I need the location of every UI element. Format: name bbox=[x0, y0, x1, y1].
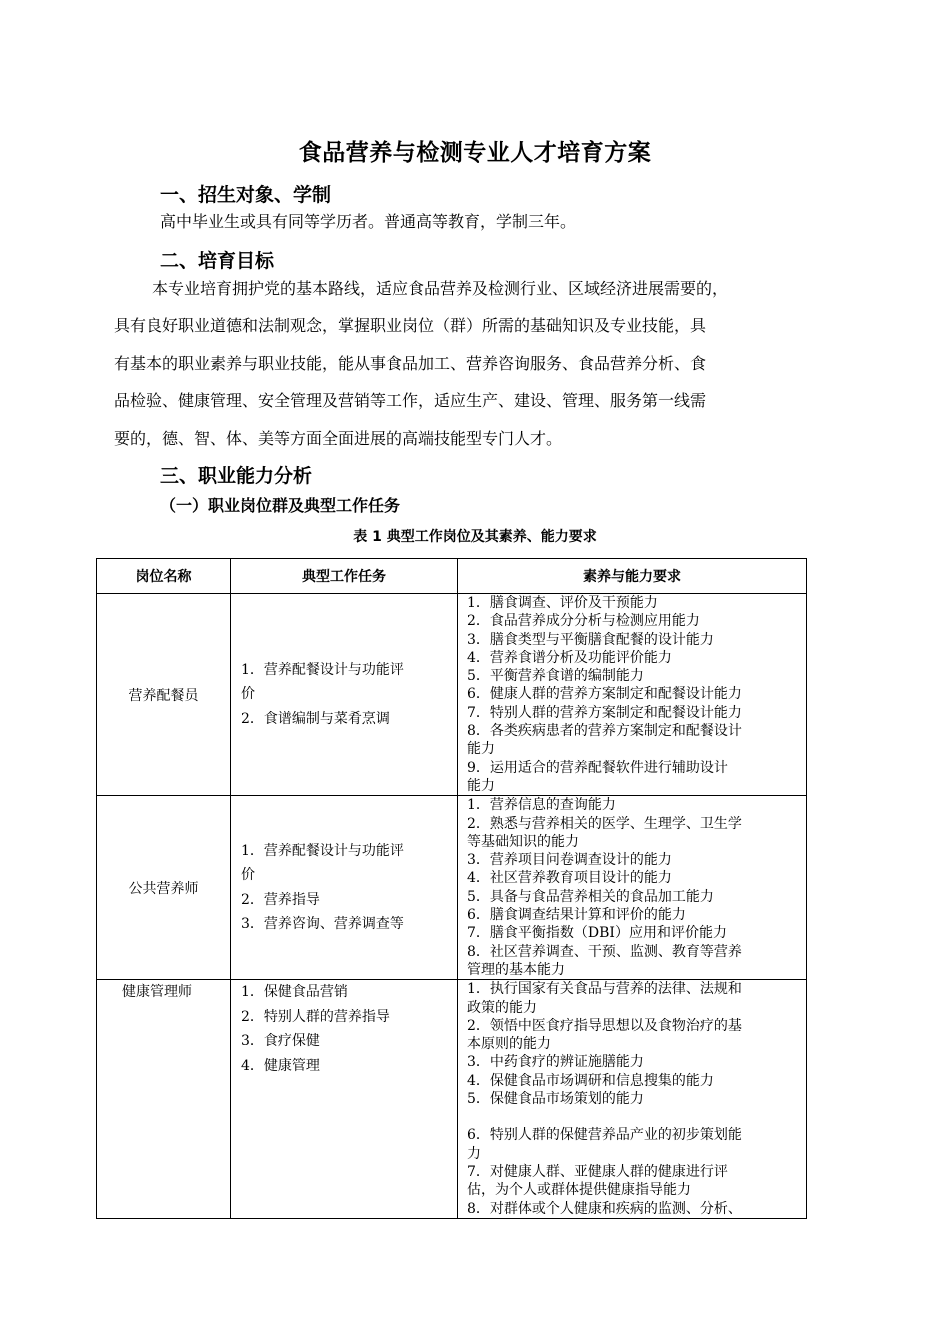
task-item: 1．营养配餐设计与功能评 bbox=[241, 842, 404, 859]
requirement-item: 2．熟悉与营养相关的医学、生理学、卫生学 bbox=[467, 815, 742, 832]
section-heading-enrollment: 一、招生对象、学制 bbox=[160, 184, 332, 206]
positions-table bbox=[96, 558, 807, 1219]
requirement-item: 2．食品营养成分分析与检测应用能力 bbox=[467, 613, 700, 630]
requirement-item: 7．对健康人群、亚健康人群的健康进行评 bbox=[467, 1163, 728, 1180]
requirement-item: 1．执行国家有关食品与营养的法律、法规和 bbox=[467, 981, 742, 998]
requirement-item: 力 bbox=[467, 1145, 481, 1162]
objectives-line-3: 有基本的职业素养与职业技能，能从事食品加工、营养咨询服务、食品营养分析、食 bbox=[114, 354, 707, 373]
table-header-row bbox=[97, 559, 807, 594]
task-item: 3．营养咨询、营养调查等 bbox=[241, 916, 404, 933]
requirement-item: 8．各类疾病患者的营养方案制定和配餐设计 bbox=[467, 723, 742, 740]
section-heading-objectives: 二、培育目标 bbox=[160, 250, 275, 272]
requirement-item: 6．膳食调查结果计算和评价的能力 bbox=[467, 907, 686, 924]
requirement-item: 4．营养食谱分析及功能评价能力 bbox=[467, 649, 672, 666]
task-item: 1．保健食品营销 bbox=[241, 984, 348, 1001]
requirement-item: 5．平衡营养食谱的编制能力 bbox=[467, 668, 644, 685]
requirement-list bbox=[458, 980, 807, 1219]
section-heading-ability-analysis: 三、职业能力分析 bbox=[160, 465, 313, 487]
table-row bbox=[97, 594, 807, 796]
table-row bbox=[97, 796, 807, 980]
requirement-item: 8．对群体或个人健康和疾病的监测、分析、 bbox=[467, 1200, 742, 1217]
requirement-list bbox=[458, 594, 807, 796]
requirement-item: 3．中药食疗的辨证施膳能力 bbox=[467, 1054, 644, 1071]
task-item: 价 bbox=[241, 686, 255, 703]
requirement-item: 3．营养项目问卷调查设计的能力 bbox=[467, 852, 672, 869]
requirement-item: 7．膳食平衡指数（DBI）应用和评价能力 bbox=[467, 925, 727, 942]
requirement-item: 等基础知识的能力 bbox=[467, 833, 579, 850]
task-item: 2．营养指导 bbox=[241, 891, 320, 908]
task-item: 4．健康管理 bbox=[241, 1057, 320, 1074]
task-list bbox=[231, 980, 458, 1219]
task-list bbox=[231, 594, 458, 796]
requirement-item: 能力 bbox=[467, 777, 495, 794]
position-name: 公共营养师 bbox=[97, 796, 231, 980]
requirement-item: 3．膳食类型与平衡膳食配餐的设计能力 bbox=[467, 631, 714, 648]
table-caption: 表 1 典型工作岗位及其素养、能力要求 bbox=[353, 529, 597, 545]
objectives-line-2: 具有良好职业道德和法制观念，掌握职业岗位（群）所需的基础知识及专业技能，具 bbox=[114, 316, 707, 335]
document-title: 食品营养与检测专业人才培育方案 bbox=[298, 140, 652, 166]
requirement-item: 本原则的能力 bbox=[467, 1036, 551, 1053]
task-item: 3．食疗保健 bbox=[241, 1033, 320, 1050]
requirement-item: 2．领悟中医食疗指导思想以及食物治疗的基 bbox=[467, 1017, 742, 1034]
requirement-item: 4．社区营养教育项目设计的能力 bbox=[467, 870, 672, 887]
requirement-item: 能力 bbox=[467, 741, 495, 758]
requirement-item: 政策的能力 bbox=[467, 999, 537, 1016]
requirement-item: 管理的基本能力 bbox=[467, 961, 565, 978]
position-name: 营养配餐员 bbox=[97, 594, 231, 796]
requirement-item: 4．保健食品市场调研和信息搜集的能力 bbox=[467, 1072, 714, 1089]
subsection-heading-positions: （一）职业岗位群及典型工作任务 bbox=[160, 496, 401, 515]
header-tasks: 典型工作任务 bbox=[231, 559, 458, 594]
objectives-line-5: 要的，德、智、体、美等方面全面进展的高端技能型专门人才。 bbox=[114, 429, 563, 448]
requirement-item: 7．特别人群的营养方案制定和配餐设计能力 bbox=[467, 704, 742, 721]
requirement-item: 1．营养信息的查询能力 bbox=[467, 797, 616, 814]
requirement-list bbox=[458, 796, 807, 980]
requirement-item: 6．健康人群的营养方案制定和配餐设计能力 bbox=[467, 686, 742, 703]
requirement-item: 5．具备与食品营养相关的食品加工能力 bbox=[467, 888, 714, 905]
task-item: 2．特别人群的营养指导 bbox=[241, 1008, 390, 1025]
requirement-item: 6．特别人群的保健营养品产业的初步策划能 bbox=[467, 1127, 742, 1144]
requirement-item: 9．运用适合的营养配餐软件进行辅助设计 bbox=[467, 759, 728, 776]
position-name: 健康管理师 bbox=[97, 980, 231, 1219]
requirement-item: 1．膳食调查、评价及干预能力 bbox=[467, 595, 658, 611]
requirement-item: 5．保健食品市场策划的能力 bbox=[467, 1091, 644, 1108]
task-item: 2．食谱编制与菜肴烹调 bbox=[241, 710, 390, 727]
objectives-line-1: 本专业培育拥护党的基本路线，适应食品营养及检测行业、区域经济进展需要的， bbox=[152, 279, 729, 298]
requirement-item: 8．社区营养调查、干预、监测、教育等营养 bbox=[467, 943, 742, 960]
objectives-line-4: 品检验、健康管理、安全管理及营销等工作，适应生产、建设、管理、服务第一线需 bbox=[114, 391, 707, 410]
task-list bbox=[231, 796, 458, 980]
section-text-enrollment: 高中毕业生或具有同等学历者。普通高等教育，学制三年。 bbox=[160, 212, 577, 231]
table-row bbox=[97, 980, 807, 1219]
header-requirements: 素养与能力要求 bbox=[458, 559, 807, 594]
header-position: 岗位名称 bbox=[97, 559, 231, 594]
task-item: 1．营养配餐设计与功能评 bbox=[241, 661, 404, 678]
task-item: 价 bbox=[241, 867, 255, 884]
requirement-spacer bbox=[467, 1108, 799, 1126]
requirement-item: 估，为个人或群体提供健康指导能力 bbox=[467, 1182, 691, 1199]
